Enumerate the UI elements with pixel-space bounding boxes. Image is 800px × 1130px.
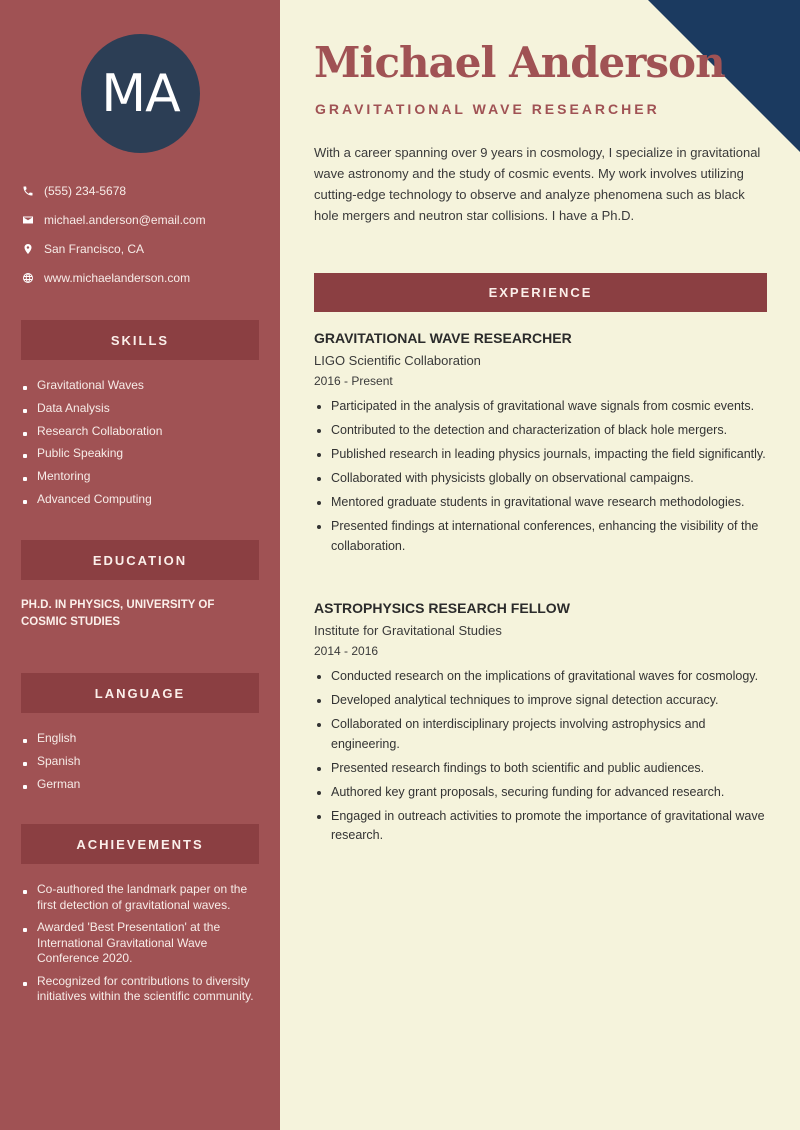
skill-item: Gravitational Waves (21, 378, 261, 394)
job-entry (314, 599, 770, 850)
skills-header (21, 320, 259, 360)
contact-list (21, 176, 271, 292)
job-title: ASTROPHYSICS RESEARCH FELLOW (314, 600, 570, 616)
job-bullet: Contributed to the detection and characterization of black hole mergers. (314, 421, 770, 441)
achievement-item: Awarded 'Best Presentation' at the International Gravitational Wave Conference 2020. (21, 920, 261, 967)
website-link[interactable]: www.michaelanderson.com (44, 270, 191, 285)
location-text: San Francisco, CA (44, 241, 145, 256)
job-bullet: Conducted research on the implications of gravitational waves for cosmology. (314, 667, 770, 687)
language-list (21, 731, 261, 799)
job-bullets (314, 667, 770, 846)
avatar (81, 34, 200, 153)
job-bullets (314, 397, 770, 556)
job-bullet: Collaborated on interdisciplinary projects involving astrophysics and engineering. (314, 715, 770, 754)
globe-icon (21, 271, 35, 285)
job-bullet: Collaborated with physicists globally on observational campaigns. (314, 469, 770, 489)
language-item: English (21, 731, 261, 747)
profile-summary: With a career spanning over 9 years in cosmology, I specialize in gravitational wave astronomy and the study of cosmic events. My work involves utilizing cutting-edge technology to observe and analyze phenomena such as black hole mergers and neutron star collisions. I have a Ph.D. (314, 145, 761, 223)
skill-item: Research Collaboration (21, 424, 261, 440)
education-header (21, 540, 259, 580)
job-company: LIGO Scientific Collaboration (314, 353, 481, 368)
language-item: Spanish (21, 754, 261, 770)
phone-icon (21, 184, 35, 198)
sidebar (0, 0, 280, 1130)
contact-location (21, 234, 271, 263)
job-dates: 2016 - Present (314, 374, 393, 388)
language-heading: LANGUAGE (94, 685, 186, 701)
achievements-list (21, 882, 261, 1012)
avatar-initials: MA (101, 63, 180, 124)
job-bullet: Presented findings at international conferences, enhancing the visibility of the collaboration. (314, 517, 770, 556)
education-heading: EDUCATION (92, 552, 188, 568)
job-bullet: Presented research findings to both scientific and public audiences. (314, 759, 770, 779)
education-degree: PH.D. IN PHYSICS, UNIVERSITY OF COSMIC STUDIES (21, 599, 215, 628)
language-header (21, 673, 259, 713)
skills-list (21, 378, 261, 515)
job-bullet: Engaged in outreach activities to promote the importance of gravitational wave research. (314, 807, 770, 846)
job-bullet: Mentored graduate students in gravitational wave research methodologies. (314, 493, 770, 513)
job-entry (314, 329, 770, 561)
phone-text: (555) 234-5678 (44, 183, 127, 198)
skill-item: Mentoring (21, 469, 261, 485)
achievements-header (21, 824, 259, 864)
skills-heading: SKILLS (110, 332, 170, 348)
job-bullet: Published research in leading physics journals, impacting the field significantly. (314, 445, 770, 465)
skill-item: Public Speaking (21, 446, 261, 462)
job-bullet: Authored key grant proposals, securing funding for advanced research. (314, 783, 770, 803)
email-icon (21, 213, 35, 227)
location-pin-icon (21, 242, 35, 256)
experience-header (314, 273, 767, 312)
job-title: GRAVITATIONAL WAVE RESEARCHER (314, 330, 572, 346)
contact-website[interactable] (21, 263, 271, 292)
achievements-heading: ACHIEVEMENTS (76, 836, 204, 852)
skill-item: Advanced Computing (21, 492, 261, 508)
achievement-item: Recognized for contributions to diversity initiatives within the scientific community. (21, 974, 261, 1005)
experience-heading: EXPERIENCE (488, 285, 593, 300)
job-dates: 2014 - 2016 (314, 644, 379, 658)
job-company: Institute for Gravitational Studies (314, 623, 502, 638)
email-link[interactable]: michael.anderson@email.com (44, 212, 206, 227)
language-item: German (21, 777, 261, 793)
job-bullet: Participated in the analysis of gravitational wave signals from cosmic events. (314, 397, 770, 417)
contact-email[interactable] (21, 205, 271, 234)
achievement-item: Co-authored the landmark paper on the first detection of gravitational waves. (21, 882, 261, 913)
contact-phone (21, 176, 271, 205)
job-bullet: Developed analytical techniques to improve signal detection accuracy. (314, 691, 770, 711)
skill-item: Data Analysis (21, 401, 261, 417)
candidate-name: Michael Anderson (314, 38, 725, 87)
candidate-title: GRAVITATIONAL WAVE RESEARCHER (315, 101, 660, 117)
